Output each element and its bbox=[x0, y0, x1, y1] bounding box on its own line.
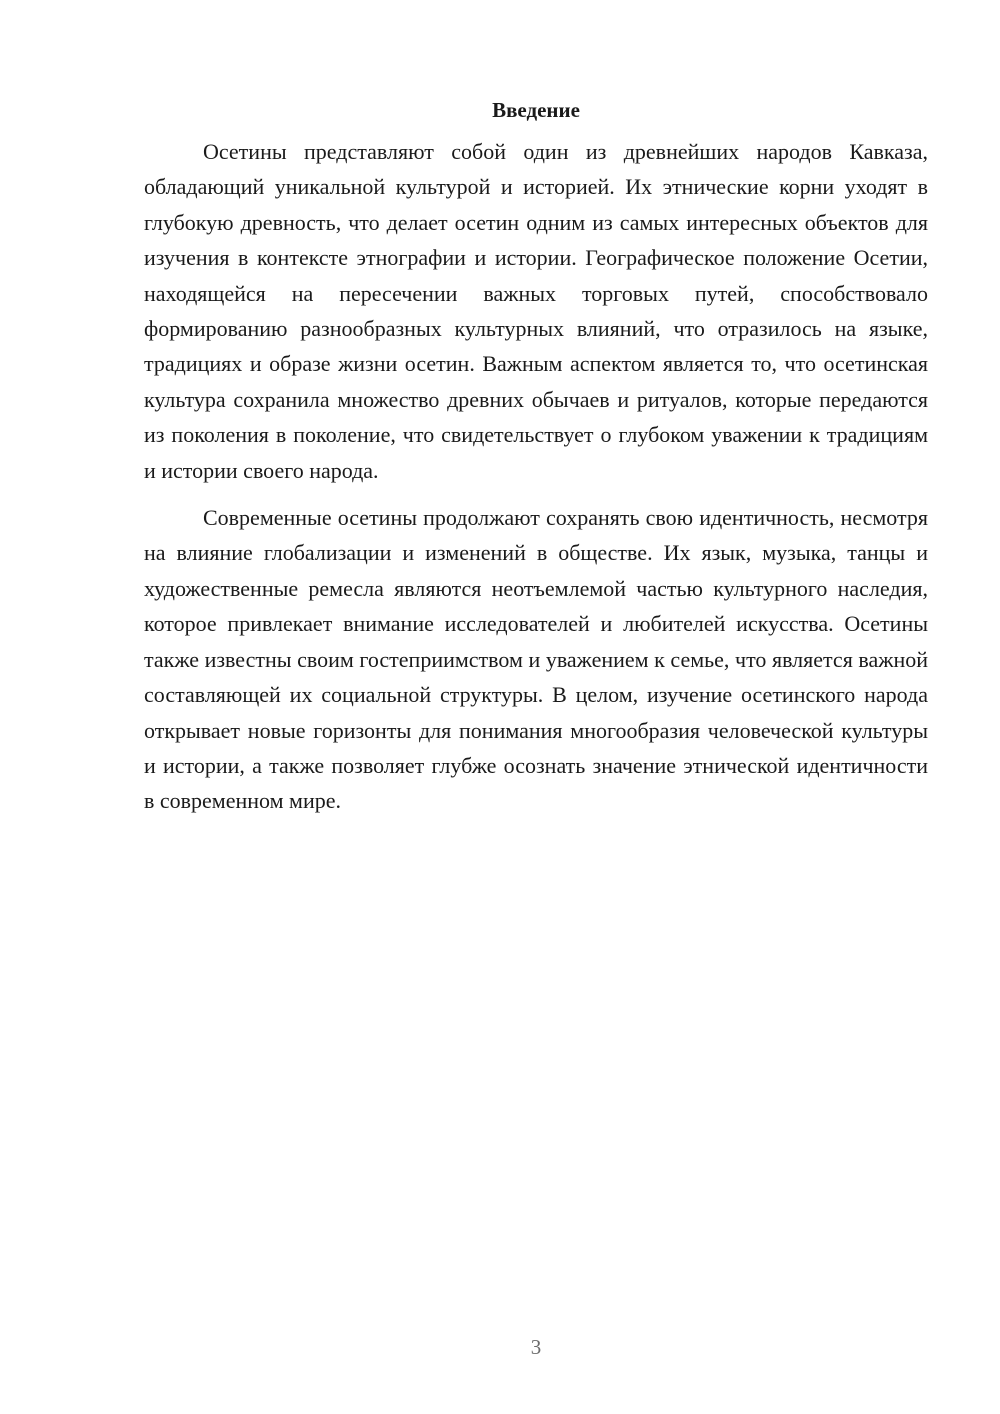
page-content bbox=[144, 92, 928, 819]
paragraph-1: Осетины представляют собой один из древнейших народов Кавказа, обладающий уникальной культурой и историей. Их этнические корни уходят в глубокую древность, что делает осетин одним из самых интересных объектов для изучения в контексте этнографии и истории. Географическое положение Осетии, находящейся на пересечении важных торговых путей, способствовало формированию разнообразных культурных влияний, что отразилось на языке, традициях и образе жизни осетин. Важным аспектом является то, что осетинская культура сохранила множество древних обычаев и ритуалов, которые передаются из поколения в поколение, что свидетельствует о глубоком уважении к традициям и истории своего народа. bbox=[144, 139, 928, 483]
page-number: 3 bbox=[530, 1335, 542, 1359]
section-title: Введение bbox=[492, 98, 580, 122]
paragraph-2: Современные осетины продолжают сохранять свою идентичность, несмотря на влияние глобализации и изменений в обществе. Их язык, музыка, танцы и художественные ремесла являются неотъемлемой частью культурного наследия, которое привлекает внимание исследователей и любителей искусства. Осетины также известны своим гостеприимством и уважением к семье, что является важной составляющей их социальной структуры. В целом, изучение осетинского народа открывает новые горизонты для понимания многообразия человеческой культуры и истории, а также позволяет глубже осознать значение этнической идентичности в современном мире. bbox=[144, 505, 928, 814]
